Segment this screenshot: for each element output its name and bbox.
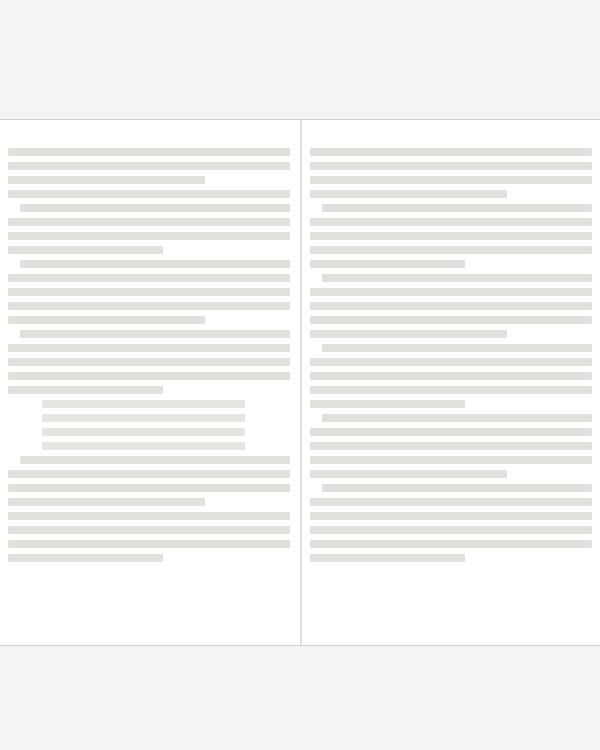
- left-line: [20, 204, 290, 212]
- right-page-body: [310, 148, 592, 578]
- left-line: [8, 498, 205, 506]
- right-line: [310, 190, 507, 198]
- right-line: [310, 386, 592, 394]
- left-line: [8, 246, 163, 254]
- left-line: [8, 218, 290, 226]
- right-line: [310, 316, 592, 324]
- right-line: [310, 498, 592, 506]
- right-line: [310, 442, 592, 450]
- left-line: [8, 190, 290, 198]
- left-verse-line: [42, 428, 245, 436]
- right-line: [310, 358, 592, 366]
- left-running-head: [8, 132, 290, 146]
- right-line: [310, 470, 507, 478]
- left-line: [8, 540, 290, 548]
- right-line: [310, 148, 592, 156]
- right-line: [310, 372, 592, 380]
- left-line: [8, 386, 163, 394]
- left-page: [8, 120, 290, 645]
- left-line: [8, 470, 290, 478]
- left-line: [8, 176, 205, 184]
- left-line: [8, 162, 290, 170]
- book-gutter: [300, 120, 302, 645]
- right-line: [310, 302, 592, 310]
- right-line: [310, 218, 592, 226]
- right-line: [310, 512, 592, 520]
- right-line: [310, 400, 465, 408]
- right-running-head: [310, 132, 592, 146]
- left-line: [8, 484, 290, 492]
- left-line: [20, 260, 290, 268]
- right-line: [310, 554, 465, 562]
- left-line: [8, 232, 290, 240]
- left-line: [8, 316, 205, 324]
- right-line: [310, 288, 592, 296]
- left-line: [8, 554, 163, 562]
- left-page-body: [8, 148, 290, 578]
- left-line: [20, 330, 290, 338]
- right-line: [310, 260, 465, 268]
- right-page: [310, 120, 592, 645]
- left-line: [8, 274, 290, 282]
- right-line: [322, 344, 592, 352]
- right-line: [310, 428, 592, 436]
- right-line: [310, 232, 592, 240]
- right-line: [322, 204, 592, 212]
- right-line: [310, 526, 592, 534]
- left-verse-line: [42, 442, 245, 450]
- left-line: [8, 288, 290, 296]
- right-line: [310, 456, 592, 464]
- right-line: [322, 414, 592, 422]
- left-line: [8, 344, 290, 352]
- right-line: [310, 176, 592, 184]
- right-line: [322, 274, 592, 282]
- right-line: [310, 162, 592, 170]
- left-line: [8, 302, 290, 310]
- book-spread: [0, 120, 600, 645]
- right-line: [310, 540, 592, 548]
- right-line: [310, 246, 592, 254]
- left-line: [8, 372, 290, 380]
- left-line: [8, 358, 290, 366]
- left-line: [20, 456, 290, 464]
- left-line: [8, 512, 290, 520]
- left-verse-line: [42, 414, 245, 422]
- right-line: [322, 484, 592, 492]
- left-line: [8, 526, 290, 534]
- right-line: [310, 330, 507, 338]
- left-line: [8, 148, 290, 156]
- left-verse-line: [42, 400, 245, 408]
